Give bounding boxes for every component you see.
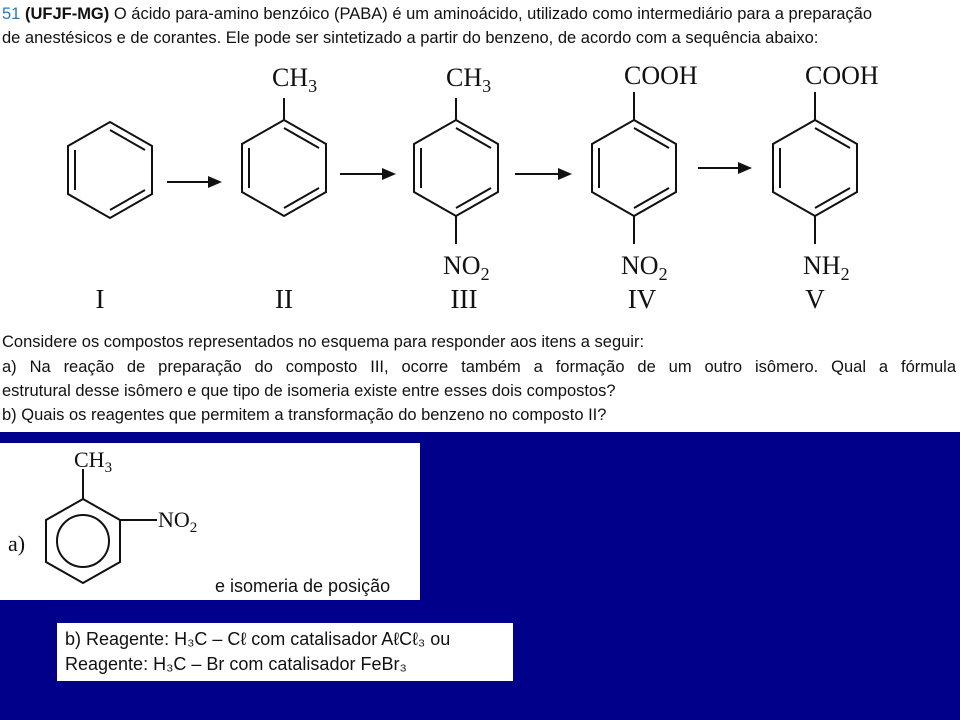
question-intro-text: O ácido para-amino benzóico (PABA) é um aminoácido, utilizado como intermediário para a preparação — [109, 5, 873, 23]
compound-iv-structure — [592, 92, 676, 244]
reaction-arrow-3 — [515, 168, 572, 180]
compound-v-bottom-group: $NH_2$ — [803, 251, 850, 284]
answer-a-isomeria: e isomeria de posição — [215, 576, 391, 596]
answer-a-card — [0, 443, 420, 600]
answer-a-top-group: $CH_3$ — [74, 447, 113, 476]
compound-iv-bottom-group: $NO_2$ — [621, 251, 668, 284]
question-item-a-line-1: a) Na reação de preparação do composto III, ocorre também a formação de um outro isômero. Qual a fórmula — [2, 358, 956, 376]
question-intro-line-2: de anestésicos e de corantes. Ele pode ser sintetizado a partir do benzeno, de acordo com a sequência abaixo: — [2, 29, 819, 47]
reaction-arrow-1 — [167, 176, 222, 188]
compound-label-ii: II — [275, 284, 293, 314]
answer-b-line-1: b) Reagente: H₃C – Cℓ com catalisador AℓCℓ₃ ou — [65, 629, 451, 649]
compound-iv-top-group: COOH — [624, 61, 698, 90]
reaction-arrow-2 — [340, 168, 396, 180]
compound-label-v: V — [805, 284, 825, 314]
compound-iii-bottom-group: $NO_2$ — [443, 251, 490, 284]
ortho-nitrotoluene-ring — [46, 469, 157, 583]
compound-ii-structure — [242, 98, 326, 216]
compound-iii-structure — [414, 98, 498, 244]
reaction-arrow-4 — [698, 162, 752, 174]
compound-i-structure — [68, 122, 152, 218]
compound-label-i: I — [95, 284, 105, 314]
question-item-b: b) Quais os reagentes que permitem a transformação do benzeno no composto II? — [2, 406, 607, 424]
compound-iii-top-group: $CH_3$ — [446, 63, 492, 96]
question-consider: Considere os compostos representados no esquema para responder aos itens a seguir: — [2, 333, 645, 351]
question-number: 51 — [2, 5, 21, 23]
compound-ii-top-group: $CH_3$ — [272, 63, 318, 96]
answer-b-card — [57, 623, 513, 681]
compound-label-iv: IV — [627, 284, 657, 314]
question-intro-line-1 — [2, 3, 872, 25]
compound-v-structure — [773, 92, 857, 244]
answer-a-prefix: a) — [8, 531, 26, 556]
question-source: (UFJF-MG) — [24, 5, 110, 23]
synthesis-scheme — [0, 50, 960, 315]
compound-label-iii: III — [450, 284, 478, 314]
answer-a-side-group: $NO_2$ — [158, 507, 198, 536]
answer-b-line-2: Reagente: H₃C – Br com catalisador FeBr₃ — [65, 654, 407, 674]
question-item-a-line-2: estrutural desse isômero e que tipo de isomeria existe entre esses dois compostos? — [2, 382, 616, 400]
compound-v-top-group: COOH — [805, 61, 879, 90]
